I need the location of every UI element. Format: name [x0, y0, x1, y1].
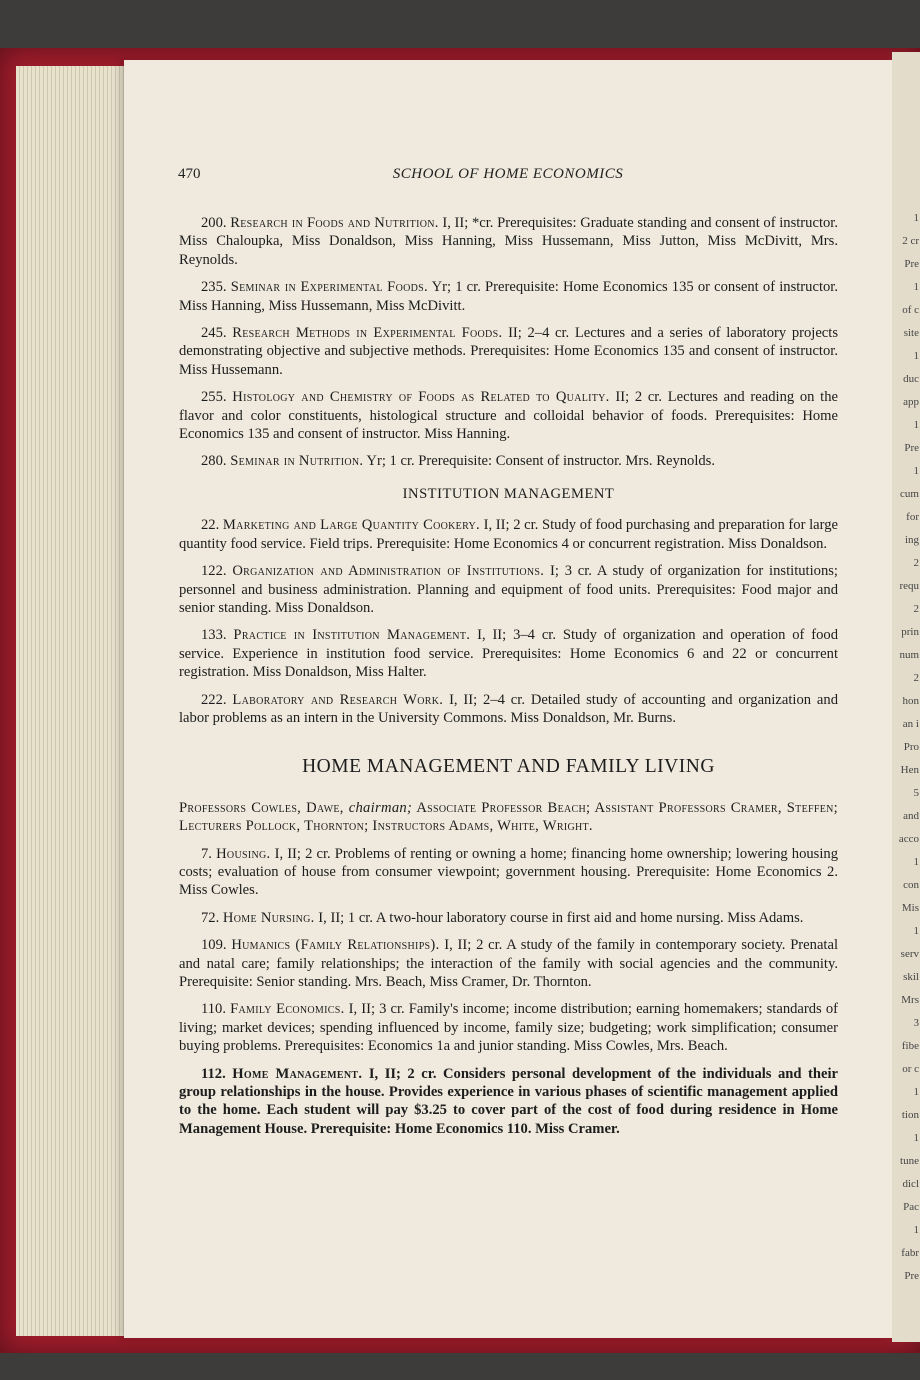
course-title: Housing.	[216, 845, 271, 862]
facing-page-fragment: 2 cr	[902, 235, 919, 247]
facing-page-fragment: 1	[913, 1224, 919, 1236]
facing-page-fragment: 1	[913, 1132, 919, 1144]
course-description: I, II; 3–4 cr. Study of organization and operation of food service. Experience in institution food service. Prerequisites: Home Economics 6 and 22 or concurrent registration. Miss Donaldson, Miss Halter.	[179, 627, 839, 681]
facing-page-fragment: fabr	[901, 1247, 919, 1259]
foods-section	[179, 214, 838, 471]
facing-page-fragment: serv	[900, 948, 919, 960]
facing-page-fragment: ing	[904, 534, 919, 546]
facing-page-fragment: tune	[900, 1155, 919, 1167]
course-entry	[179, 909, 838, 927]
course-number: 133.	[201, 627, 227, 644]
facing-page-fragment: or c	[902, 1063, 919, 1075]
facing-page-fragment: of c	[902, 304, 919, 316]
facing-page-fragment: Mis	[901, 902, 919, 914]
course-number: 22.	[201, 517, 220, 534]
course-entry	[179, 936, 838, 991]
facing-page-fragment: con	[903, 879, 919, 891]
facing-page-fragment: tion	[901, 1109, 919, 1121]
course-number: 200.	[201, 215, 227, 231]
facing-page-fragment: Pre	[904, 442, 919, 454]
course-number: 222.	[201, 691, 227, 708]
course-title: Seminar in Experimental Foods.	[230, 279, 428, 296]
course-number: 72.	[201, 909, 220, 926]
home-management-section	[179, 845, 838, 1139]
page-header	[178, 166, 838, 186]
course-description: I; 3 cr. A study of organization for institutions; personnel and business administration. Planning and equipment of food units. Prerequisites: Food major and senior standing. Miss Donaldson.	[179, 563, 838, 616]
course-number: 7.	[201, 845, 212, 862]
course-entry	[179, 691, 838, 728]
section-heading-institution: INSTITUTION MANAGEMENT	[402, 485, 615, 502]
facing-page-fragment: Pro	[903, 741, 919, 753]
facing-page-fragment: an i	[902, 718, 919, 730]
course-title: Practice in Institution Management.	[233, 627, 471, 644]
facing-page-fragment: acco	[898, 833, 919, 845]
course-description: I, II; 2 cr. Problems of renting or owning a home; financing home ownership; lowering housing costs; evaluation of house from consumer viewpoint; government housing. Prerequisite: Home Economics 2. Miss Cowles.	[179, 845, 838, 899]
course-description: II; 2 cr. Lectures and reading on the flavor and color constituents, histological structure and colloidal behavior of foods. Prerequisites: Home Economics 135 and consent of instructor. Miss Hanning.	[179, 389, 838, 443]
facing-page-fragment: app	[903, 396, 919, 408]
course-title: Marketing and Large Quantity Cookery.	[222, 517, 480, 534]
course-title: Laboratory and Research Work.	[232, 691, 444, 708]
facing-page-fragment: duc	[903, 373, 919, 385]
institution-section	[179, 516, 838, 727]
facing-page-fragment: 1	[913, 1086, 919, 1098]
course-entry	[179, 1000, 838, 1055]
course-number: 109.	[201, 937, 227, 954]
course-description: I, II; 2 cr. A study of the family in contemporary society. Prenatal and natal care; family relationships; the interaction of the family with social agencies and the community. Prerequisite: Senior standing. Mrs. Beach, Miss Cramer, Dr. Thornton.	[179, 937, 839, 990]
facing-page-fragment: 1	[913, 856, 919, 868]
course-description: I, II; 2 cr. Study of food purchasing and preparation for large quantity food service. Field trips. Prerequisite: Home Economics 4 or concurrent registration. Miss Donaldson.	[179, 517, 838, 552]
course-title: Seminar in Nutrition.	[230, 453, 364, 470]
section-heading-home-management: HOME MANAGEMENT AND FAMILY LIVING	[302, 756, 715, 778]
facing-page-fragment: 3	[913, 1017, 919, 1029]
facing-page-fragment: 1	[913, 925, 919, 937]
page-number: 470	[178, 166, 201, 182]
course-number: 280.	[201, 453, 227, 470]
facing-page-fragment: Pre	[904, 1270, 919, 1282]
course-entry	[179, 626, 838, 681]
facing-page-fragment: Pre	[904, 258, 919, 270]
faculty-names-rest: Associate Professor Beach; Assistant Professors Cramer, Steffen; Lecturers Pollock, Thornton; Instructors Adams, White, Wright.	[179, 799, 838, 835]
course-number: 255.	[201, 389, 227, 406]
facing-page-fragment: hon	[902, 695, 919, 707]
facing-page-fragment: Mrs	[901, 994, 919, 1006]
running-title: SCHOOL OF HOME ECONOMICS	[392, 166, 624, 182]
course-title: Research in Foods and Nutrition.	[230, 215, 439, 231]
course-description: I, II; 2 cr. Considers personal development of the individuals and their group relationships in the house. Provides experience in various phases of scientific management applied to the home. Each student will pay $3.25 to cover part of the cost of food during residence in Home Management House. Prerequisite: Home Economics 110. Miss Cramer.	[179, 1065, 838, 1137]
facing-page-fragment: and	[903, 810, 919, 822]
faculty-names: Professors Cowles, Dawe,	[179, 799, 344, 816]
course-description: I, II; 2–4 cr. Detailed study of accounting and organization and labor problems as an intern in the University Commons. Miss Donaldson, Mr. Burns.	[179, 691, 838, 726]
page-body	[179, 214, 838, 1147]
facing-page-fragment: for	[906, 511, 919, 523]
course-description: I, II; 1 cr. A two-hour laboratory course in first aid and home nursing. Miss Adams.	[318, 909, 804, 926]
course-entry	[179, 1065, 838, 1139]
facing-page-fragment: 1	[913, 350, 919, 362]
course-description: I, II; *cr. Prerequisites: Graduate standing and consent of instructor. Miss Chaloupka, Miss Donaldson, Miss Hanning, Miss Hussemann, Miss Jutton, Miss McDivitt, Mrs. Reynolds.	[179, 215, 838, 268]
facing-page-fragment: 1	[913, 465, 919, 477]
course-description: Yr; 1 cr. Prerequisite: Consent of instructor. Mrs. Reynolds.	[366, 453, 716, 470]
course-title: Humanics (Family Relationships).	[231, 937, 440, 954]
facing-page-fragment: dicl	[902, 1178, 919, 1190]
facing-page-fragment: 2	[913, 557, 919, 569]
facing-page-fragment: 2	[913, 672, 919, 684]
course-title: Home Nursing.	[222, 909, 315, 926]
facing-page-fragment: num	[899, 649, 919, 661]
facing-page-fragment: 1	[913, 419, 919, 431]
course-entry	[179, 516, 838, 553]
course-entry	[179, 452, 838, 470]
course-title: Home Management.	[232, 1065, 363, 1082]
course-number: 112.	[201, 1065, 226, 1082]
course-title: Research Methods in Experimental Foods.	[232, 325, 503, 342]
facing-page-fragment: Pac	[903, 1201, 919, 1213]
faculty-list	[179, 799, 838, 836]
facing-page-fragment: Hen	[900, 764, 919, 776]
facing-page-edge	[892, 52, 920, 1342]
faculty-role: chairman;	[348, 799, 413, 816]
facing-page-fragment: 5	[913, 787, 919, 799]
course-entry	[179, 845, 838, 900]
course-title: Family Economics.	[230, 1001, 345, 1018]
course-entry	[179, 324, 838, 379]
course-entry	[179, 388, 838, 443]
course-title: Histology and Chemistry of Foods as Related to Quality.	[232, 389, 610, 406]
course-description: Yr; 1 cr. Prerequisite: Home Economics 135 or consent of instructor. Miss Hanning, Miss Hussemann, Miss McDivitt.	[179, 279, 838, 314]
facing-page-fragment: cum	[900, 488, 919, 500]
facing-page-fragment: 2	[913, 603, 919, 615]
course-number: 235.	[201, 279, 227, 296]
course-title: Organization and Administration of Institutions.	[232, 563, 545, 580]
facing-page-fragment: 1	[913, 281, 919, 293]
course-description: II; 2–4 cr. Lectures and a series of laboratory projects demonstrating objective and subjective methods. Prerequisites: Home Economics 135 and consent of instructor. Miss Hussemann.	[179, 325, 839, 378]
facing-page-fragment: skil	[903, 971, 919, 983]
facing-page-fragment: 1	[913, 212, 919, 224]
course-entry	[179, 562, 838, 617]
course-number: 122.	[201, 563, 227, 580]
facing-page-fragment: prin	[901, 626, 919, 638]
page-edges	[16, 66, 136, 1336]
facing-page-fragment: requ	[899, 580, 919, 592]
facing-page-fragment: site	[903, 327, 919, 339]
facing-page-fragment: fibe	[901, 1040, 919, 1052]
course-entry	[179, 278, 838, 315]
course-number: 245.	[201, 325, 227, 342]
course-description: I, II; 3 cr. Family's income; income distribution; earning homemakers; standards of living; market devices; spending influenced by income, family size; budgeting; work simplification; consumer buying problems. Prerequisites: Economics 1a and junior standing. Miss Cowles, Mrs. Beach.	[179, 1001, 838, 1055]
course-entry	[179, 214, 838, 269]
course-number: 110.	[201, 1001, 226, 1018]
